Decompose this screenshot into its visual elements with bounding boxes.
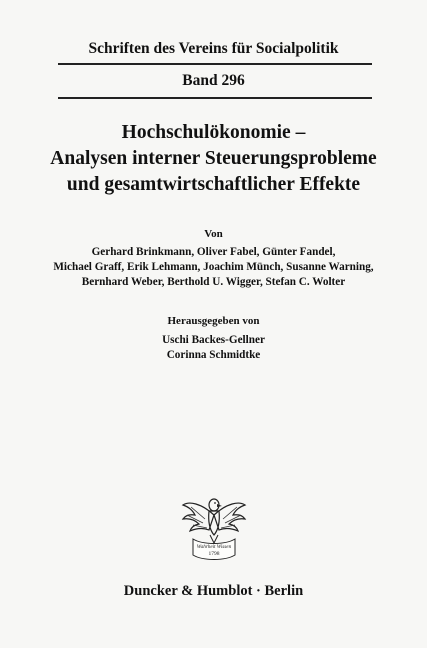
series-volume: Band 296 xyxy=(182,72,245,89)
authors-line-1: Gerhard Brinkmann, Oliver Fabel, Günter Fandel, xyxy=(91,246,336,258)
authors-intro: Von xyxy=(204,228,223,240)
series-name: Schriften des Vereins für Socialpolitik xyxy=(88,40,339,57)
emblem-year: 1798 xyxy=(208,551,220,557)
editors-list xyxy=(0,333,427,363)
authors-line-3: Bernhard Weber, Berthold U. Wigger, Stefan C. Wolter xyxy=(81,276,346,288)
book-title xyxy=(0,120,427,198)
emblem-banner-text: Wahrheit Wissen xyxy=(196,544,232,550)
series-rule-top xyxy=(58,63,372,65)
publisher-imprint: Duncker & Humblot · Berlin xyxy=(123,583,304,599)
eagle-emblem-icon xyxy=(179,485,249,563)
series-rule-bottom xyxy=(58,97,372,99)
editors-intro: Herausgegeben von xyxy=(167,315,260,327)
authors-line-2: Michael Graff, Erik Lehmann, Joachim Münch, Susanne Warning, xyxy=(53,261,374,273)
authors-list xyxy=(0,245,427,290)
title-line-1: Hochschulökonomie – xyxy=(121,122,306,143)
title-line-3: und gesamtwirtschaftlicher Effekte xyxy=(66,174,361,195)
editor-2: Corinna Schmidtke xyxy=(166,349,261,361)
editor-1: Uschi Backes-Gellner xyxy=(162,334,265,346)
title-line-2: Analysen interner Steuerungsprobleme xyxy=(50,148,377,169)
